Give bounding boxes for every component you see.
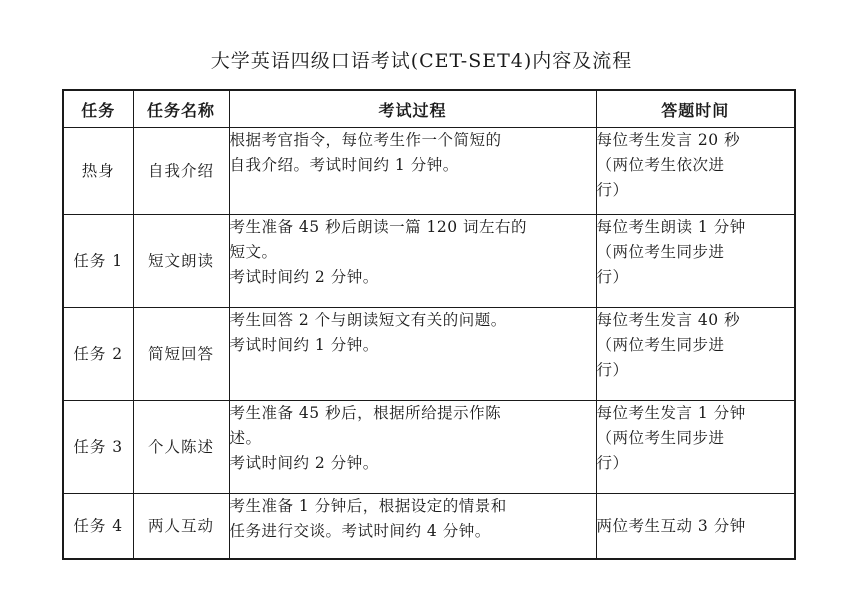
answer-time-cell: [596, 494, 795, 560]
exam-process-cell: [229, 308, 596, 401]
header-task-name: 任务名称: [133, 90, 229, 128]
time-line: （两位考生同步进: [596, 243, 725, 261]
process-line: 考试时间约 1 分钟。: [229, 336, 379, 354]
table-row-task-3: [63, 401, 795, 494]
exam-process-cell: [229, 494, 596, 560]
task-cell: 任务 3: [63, 401, 133, 494]
time-line: （两位考生依次进: [596, 156, 725, 174]
time-line: 每位考生发言 40 秒: [596, 311, 741, 329]
answer-time-cell: [596, 215, 795, 308]
process-line: 自我介绍。考试时间约 1 分钟。: [229, 156, 459, 174]
task-cell: 任务 4: [63, 494, 133, 560]
header-task: 任务: [63, 90, 133, 128]
answer-time-cell: [596, 401, 795, 494]
process-line: 考生回答 2 个与朗读短文有关的问题。: [229, 311, 507, 329]
process-line: 考试时间约 2 分钟。: [229, 454, 379, 472]
time-line: 行）: [596, 361, 629, 379]
table-row-warmup: [63, 128, 795, 215]
task-name-cell: 两人互动: [133, 494, 229, 560]
task-name-cell: 短文朗读: [133, 215, 229, 308]
task-cell: 热身: [63, 128, 133, 215]
time-line: 每位考生朗读 1 分钟: [596, 218, 746, 236]
table-row-task-1: [63, 215, 795, 308]
document-title: 大学英语四级口语考试(CET-SET4)内容及流程: [210, 50, 633, 72]
process-line: 考生准备 45 秒后朗读一篇 120 词左右的: [229, 218, 528, 236]
time-line: 每位考生发言 1 分钟: [596, 404, 746, 422]
process-line: 短文。: [229, 243, 278, 261]
time-line: 每位考生发言 20 秒: [596, 131, 741, 149]
time-line: 两位考生互动 3 分钟: [596, 516, 746, 535]
time-line: （两位考生同步进: [596, 336, 725, 354]
task-cell: 任务 2: [63, 308, 133, 401]
exam-process-cell: [229, 401, 596, 494]
task-name-cell: 简短回答: [133, 308, 229, 401]
time-line: 行）: [596, 181, 629, 199]
exam-process-table: [62, 89, 796, 560]
task-name-cell: 自我介绍: [133, 128, 229, 215]
process-line: 考生准备 45 秒后，根据所给提示作陈: [229, 404, 502, 422]
header-exam-process: 考试过程: [229, 90, 596, 128]
task-name-cell: 个人陈述: [133, 401, 229, 494]
table-header-row: [63, 90, 795, 128]
process-line: 述。: [229, 429, 262, 447]
time-line: 行）: [596, 268, 629, 286]
process-line: 考生准备 1 分钟后，根据设定的情景和: [229, 497, 507, 515]
time-line: 行）: [596, 454, 629, 472]
process-line: 考试时间约 2 分钟。: [229, 268, 379, 286]
header-answer-time: 答题时间: [596, 90, 795, 128]
time-line: （两位考生同步进: [596, 429, 725, 447]
exam-process-cell: [229, 128, 596, 215]
table-row-task-2: [63, 308, 795, 401]
exam-process-cell: [229, 215, 596, 308]
task-cell: 任务 1: [63, 215, 133, 308]
process-line: 任务进行交谈。考试时间约 4 分钟。: [229, 522, 491, 540]
answer-time-cell: [596, 308, 795, 401]
process-line: 根据考官指令，每位考生作一个简短的: [229, 131, 502, 149]
table-row-task-4: [63, 494, 795, 560]
answer-time-cell: [596, 128, 795, 215]
